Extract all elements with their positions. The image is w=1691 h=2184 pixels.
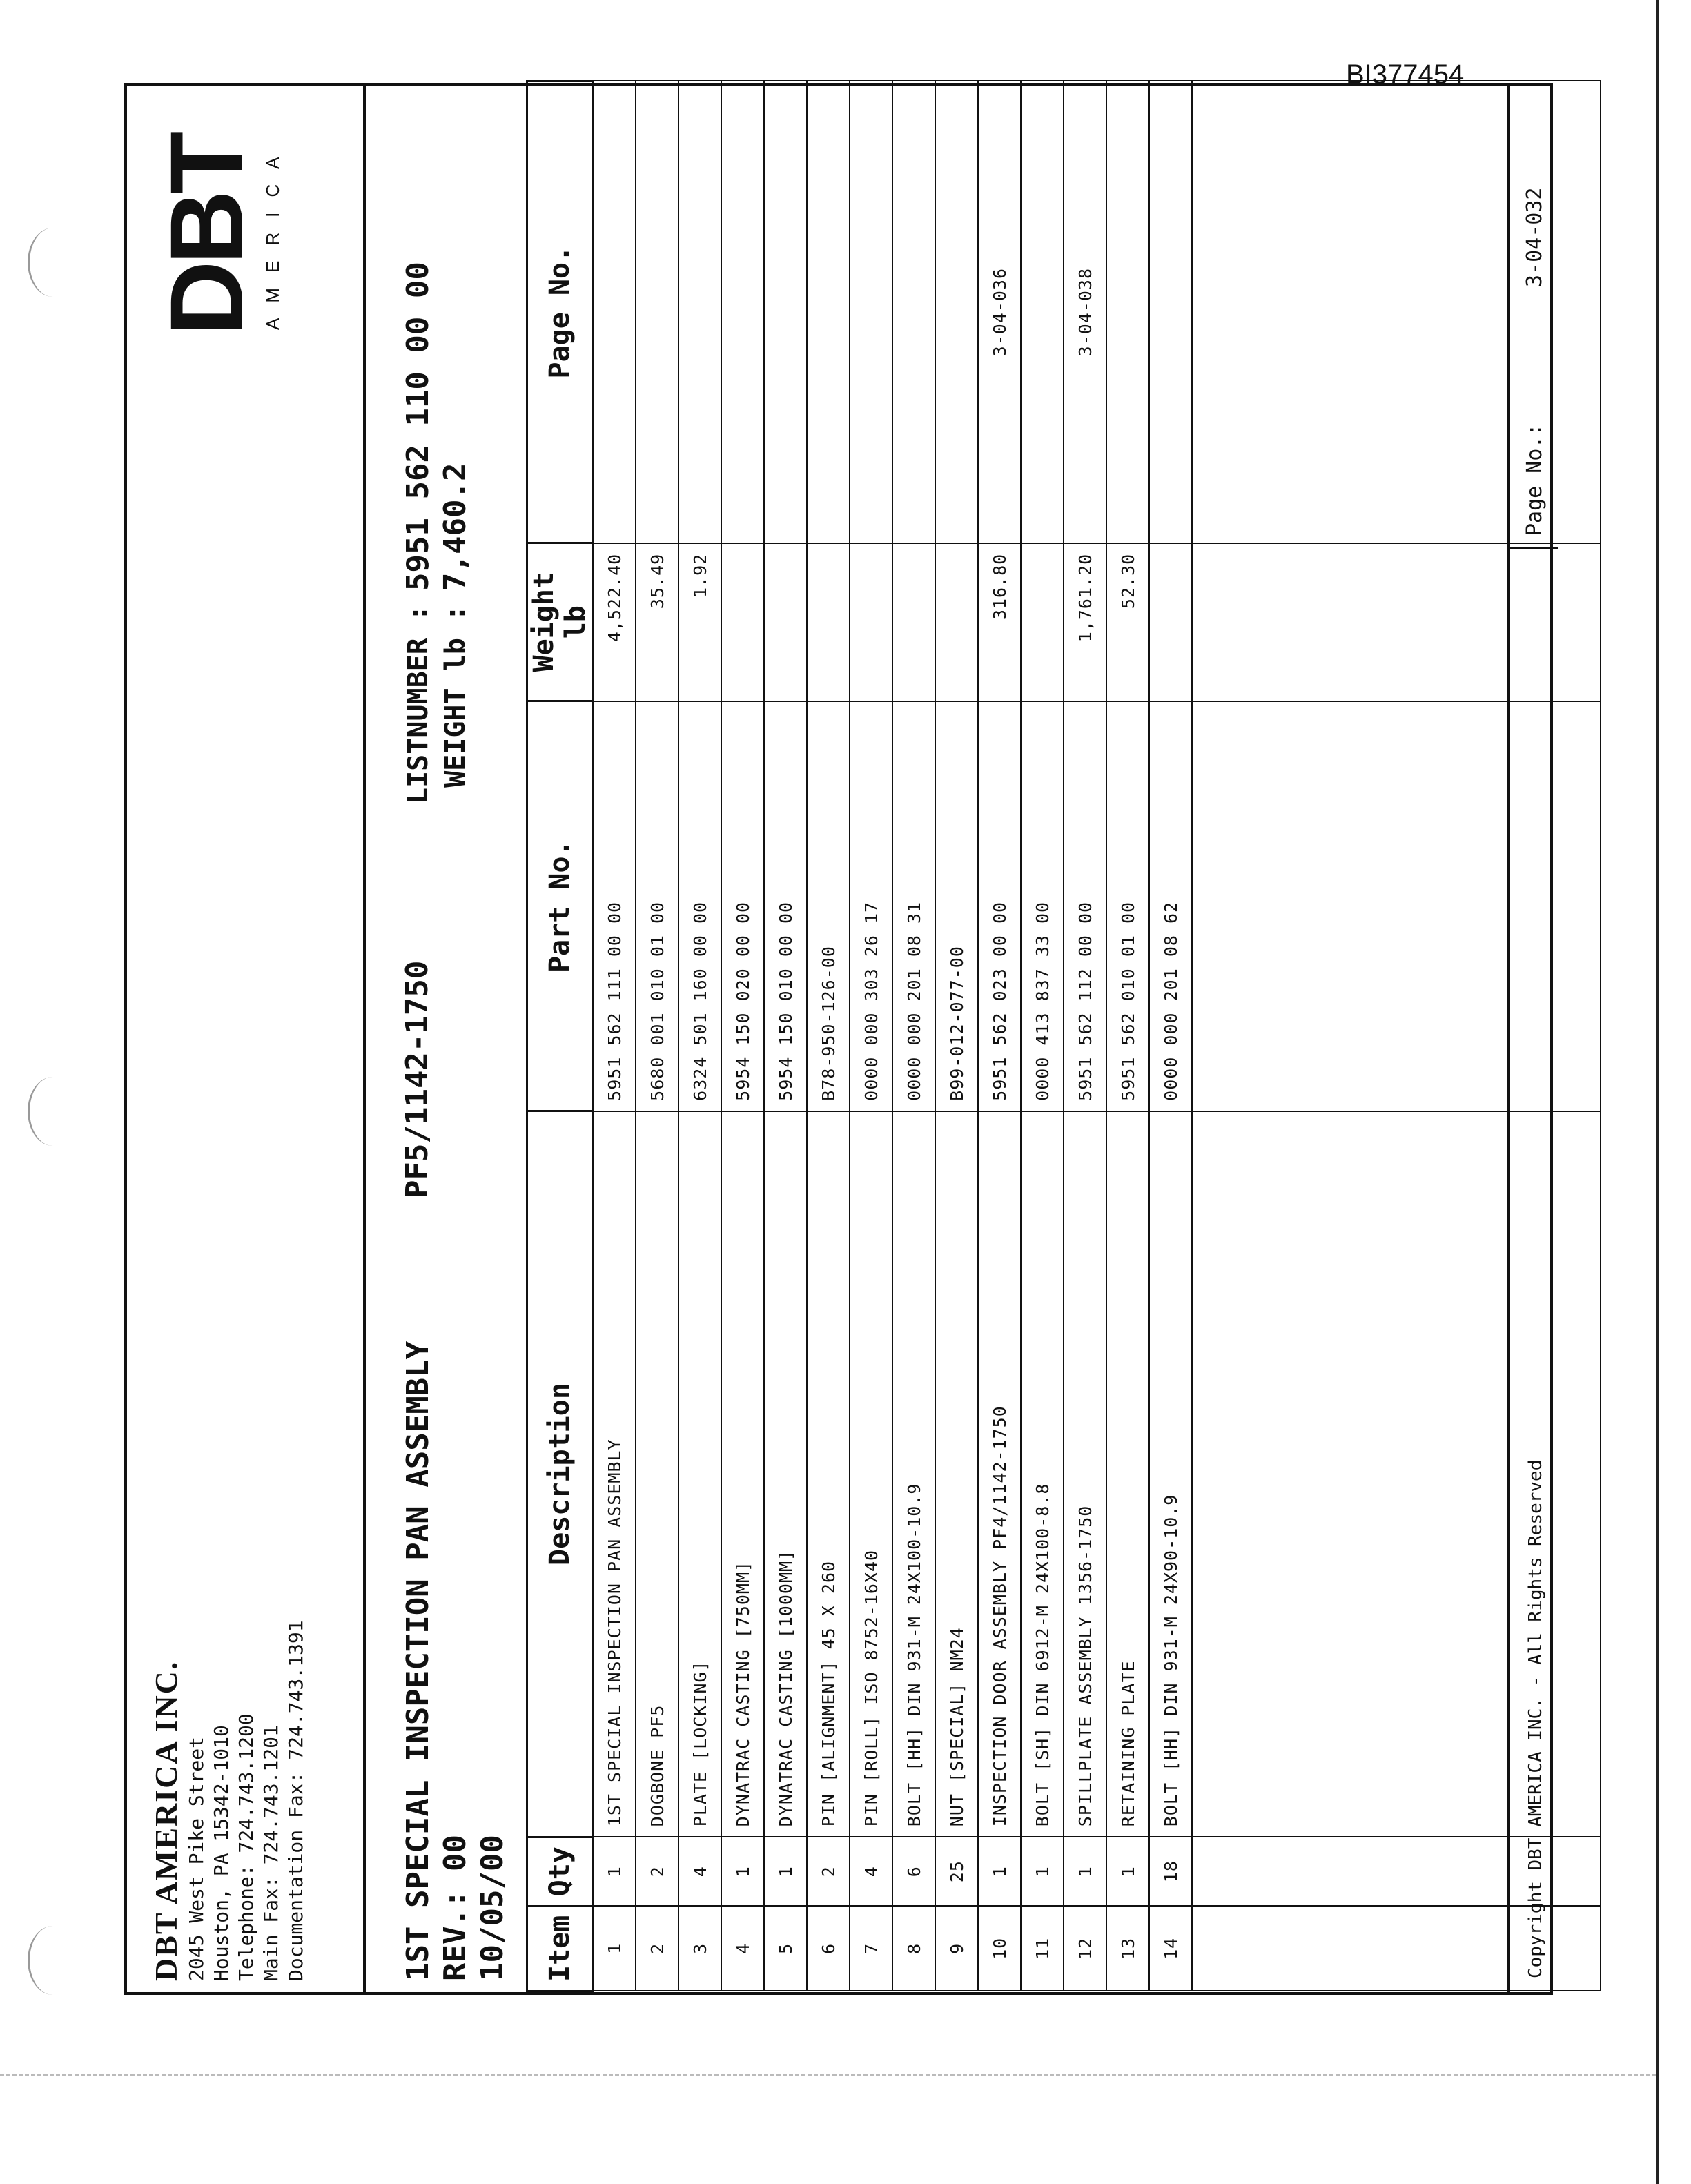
cell-page-no [764, 81, 807, 543]
cell-page-no [593, 81, 636, 543]
table-row [593, 81, 636, 1991]
cell-qty: 4 [678, 1837, 721, 1906]
company-name: DBT AMERICA INC. [148, 1660, 184, 1981]
cell-description: BOLT [HH] DIN 931-M 24X100-10.9 [892, 1111, 935, 1837]
table-row [978, 81, 1021, 1991]
cell-qty: 1 [764, 1837, 807, 1906]
cell-item: 11 [1021, 1906, 1064, 1991]
cell-item: 2 [636, 1906, 678, 1991]
cell-part-no: B78-950-126-00 [807, 701, 850, 1111]
table-row [721, 81, 764, 1991]
parts-list-form [124, 83, 1553, 1995]
cell-weight: 316.80 [978, 543, 1021, 701]
cell-description: INSPECTION DOOR ASSEMBLY PF4/1142-1750 [978, 1111, 1021, 1837]
page-edge [1656, 0, 1659, 2184]
cell-page-no: 3-04-038 [1064, 81, 1106, 543]
cell-qty: 1 [1106, 1837, 1149, 1906]
cell-qty: 25 [935, 1837, 978, 1906]
cell-item: 14 [1149, 1906, 1192, 1991]
cell-item: 10 [978, 1906, 1021, 1991]
company-address-1: 2045 West Pike Street [185, 1736, 208, 1981]
footer-divider [1510, 547, 1558, 549]
cell-description: DOGBONE PF5 [636, 1111, 678, 1837]
cell-weight [807, 543, 850, 701]
cell-part-no: 5951 562 023 00 00 [978, 701, 1021, 1111]
cell-item: 3 [678, 1906, 721, 1991]
cell-weight: 4,522.40 [593, 543, 636, 701]
cell-weight [892, 543, 935, 701]
cell-item: 7 [850, 1906, 892, 1991]
table-row [1021, 81, 1064, 1991]
page-number-label: Page No.: [1523, 423, 1547, 536]
cell-part-no: 0000 000 303 26 17 [850, 701, 892, 1111]
revision-line [437, 1341, 474, 1981]
header-divider [363, 86, 366, 1992]
cell-part-no: 0000 413 837 33 00 [1021, 701, 1064, 1111]
cell-description: 1ST SPECIAL INSPECTION PAN ASSEMBLY [593, 1111, 636, 1837]
list-values [400, 262, 474, 591]
cell-weight: 1,761.20 [1064, 543, 1106, 701]
table-row [1149, 81, 1192, 1991]
perforation-line [0, 2074, 1656, 2076]
cell-item: 8 [892, 1906, 935, 1991]
cell-part-no: 5951 562 112 00 00 [1064, 701, 1106, 1111]
table-row [678, 81, 721, 1991]
binder-hole [28, 1926, 78, 1995]
cell-part-no: 0000 000 201 08 62 [1149, 701, 1192, 1111]
table-row [1106, 81, 1149, 1991]
copyright-notice: Copyright DBT AMERICA INC. - All Rights Reserved [1525, 1459, 1546, 1978]
weight-label: WEIGHT lb : [440, 605, 471, 788]
cell-qty: 2 [636, 1837, 678, 1906]
cell-item: 9 [935, 1906, 978, 1991]
cell-qty: 1 [978, 1837, 1021, 1906]
cell-page-no [850, 81, 892, 543]
cell-weight [1021, 543, 1064, 701]
cell-part-no: 5951 562 010 01 00 [1106, 701, 1149, 1111]
assembly-code: PF5/1142-1750 [400, 960, 435, 1198]
table-row [764, 81, 807, 1991]
cell-item: 13 [1106, 1906, 1149, 1991]
cell-qty: 4 [850, 1837, 892, 1906]
cell-qty: 1 [593, 1837, 636, 1906]
column-header-description: Description [527, 1111, 593, 1837]
listnumber-label: LISTNUMBER : [402, 605, 434, 804]
logo-letters: DBT [148, 135, 264, 335]
parts-table [526, 80, 1601, 1992]
binder-hole [28, 228, 78, 297]
cell-page-no [678, 81, 721, 543]
cell-qty: 6 [892, 1837, 935, 1906]
cell-weight [1149, 543, 1192, 701]
cell-description: SPILLPLATE ASSEMBLY 1356-1750 [1064, 1111, 1106, 1837]
cell-page-no [1021, 81, 1064, 543]
cell-part-no: 5954 150 020 00 00 [721, 701, 764, 1111]
cell-weight [721, 543, 764, 701]
cell-weight [935, 543, 978, 701]
column-header-weight: Weight lb [527, 543, 593, 701]
cell-item: 6 [807, 1906, 850, 1991]
cell-description: NUT [SPECIAL] NM24 [935, 1111, 978, 1837]
cell-page-no [1149, 81, 1192, 543]
cell-part-no: 5680 001 010 01 00 [636, 701, 678, 1111]
cell-description: RETAINING PLATE [1106, 1111, 1149, 1837]
column-header-part-no: Part No. [527, 701, 593, 1111]
form-frame [124, 83, 1553, 1995]
company-address-2: Houston, PA 15342-1010 [210, 1725, 233, 1981]
cell-part-no: B99-012-077-00 [935, 701, 978, 1111]
cell-part-no: 0000 000 201 08 31 [892, 701, 935, 1111]
form-footer [1507, 86, 1558, 1992]
document-id: BI377454 [1346, 59, 1465, 90]
cell-description: PIN [ROLL] ISO 8752-16X40 [850, 1111, 892, 1837]
dbt-logo [148, 101, 313, 335]
cell-part-no: 5954 150 010 00 00 [764, 701, 807, 1111]
cell-description: PLATE [LOCKING] [678, 1111, 721, 1837]
cell-part-no: 6324 501 160 00 00 [678, 701, 721, 1111]
cell-item: 4 [721, 1906, 764, 1991]
revision-label: REV.: [438, 1889, 473, 1981]
cell-description: BOLT [SH] DIN 6912-M 24X100-8.8 [1021, 1111, 1064, 1837]
table-row [636, 81, 678, 1991]
assembly-title: 1ST SPECIAL INSPECTION PAN ASSEMBLY [400, 1340, 436, 1981]
cell-description: DYNATRAC CASTING [1000MM] [764, 1111, 807, 1837]
assembly-date: 10/05/00 [475, 1835, 510, 1981]
cell-weight [764, 543, 807, 701]
cell-item: 12 [1064, 1906, 1106, 1991]
table-body [593, 81, 1601, 1991]
cell-page-no: 3-04-036 [978, 81, 1021, 543]
cell-description: PIN [ALIGNMENT] 45 X 260 [807, 1111, 850, 1837]
table-header-row [527, 81, 593, 1991]
table-row [1064, 81, 1106, 1991]
table-row [850, 81, 892, 1991]
cell-page-no [935, 81, 978, 543]
listnumber-value: 5951 562 110 00 00 [400, 262, 436, 591]
cell-part-no: 5951 562 111 00 00 [593, 701, 636, 1111]
cell-weight: 1.92 [678, 543, 721, 701]
cell-item: 1 [593, 1906, 636, 1991]
cell-qty: 1 [721, 1837, 764, 1906]
cell-page-no [807, 81, 850, 543]
assembly-info [400, 1341, 511, 1981]
cell-weight: 52.30 [1106, 543, 1149, 701]
company-telephone: Telephone: 724.743.1200 [235, 1713, 257, 1981]
cell-page-no [721, 81, 764, 543]
revision-value: 00 [438, 1835, 473, 1872]
page-number: 3-04-032 [1523, 187, 1547, 287]
cell-page-no [636, 81, 678, 543]
table-row [807, 81, 850, 1991]
cell-qty: 1 [1064, 1837, 1106, 1906]
column-header-page-no: Page No. [527, 81, 593, 543]
cell-page-no [892, 81, 935, 543]
cell-description: DYNATRAC CASTING [750MM] [721, 1111, 764, 1837]
column-header-qty: Qty [527, 1837, 593, 1906]
column-header-item: Item [527, 1906, 593, 1991]
cell-page-no [1106, 81, 1149, 543]
cell-qty: 1 [1021, 1837, 1064, 1906]
table-row [935, 81, 978, 1991]
logo-subtitle: AMERICA [262, 142, 283, 330]
weight-value: 7,460.2 [438, 462, 473, 591]
company-block [148, 1620, 309, 1981]
list-labels [400, 605, 474, 991]
cell-qty: 2 [807, 1837, 850, 1906]
cell-qty: 18 [1149, 1837, 1192, 1906]
binder-hole [28, 1077, 78, 1146]
table-row [892, 81, 935, 1991]
cell-description: BOLT [HH] DIN 931-M 24X90-10.9 [1149, 1111, 1192, 1837]
cell-item: 5 [764, 1906, 807, 1991]
company-main-fax: Main Fax: 724.743.1201 [260, 1725, 282, 1981]
company-documentation-fax: Documentation Fax: 724.743.1391 [284, 1620, 307, 1981]
cell-weight: 35.49 [636, 543, 678, 701]
cell-weight [850, 543, 892, 701]
